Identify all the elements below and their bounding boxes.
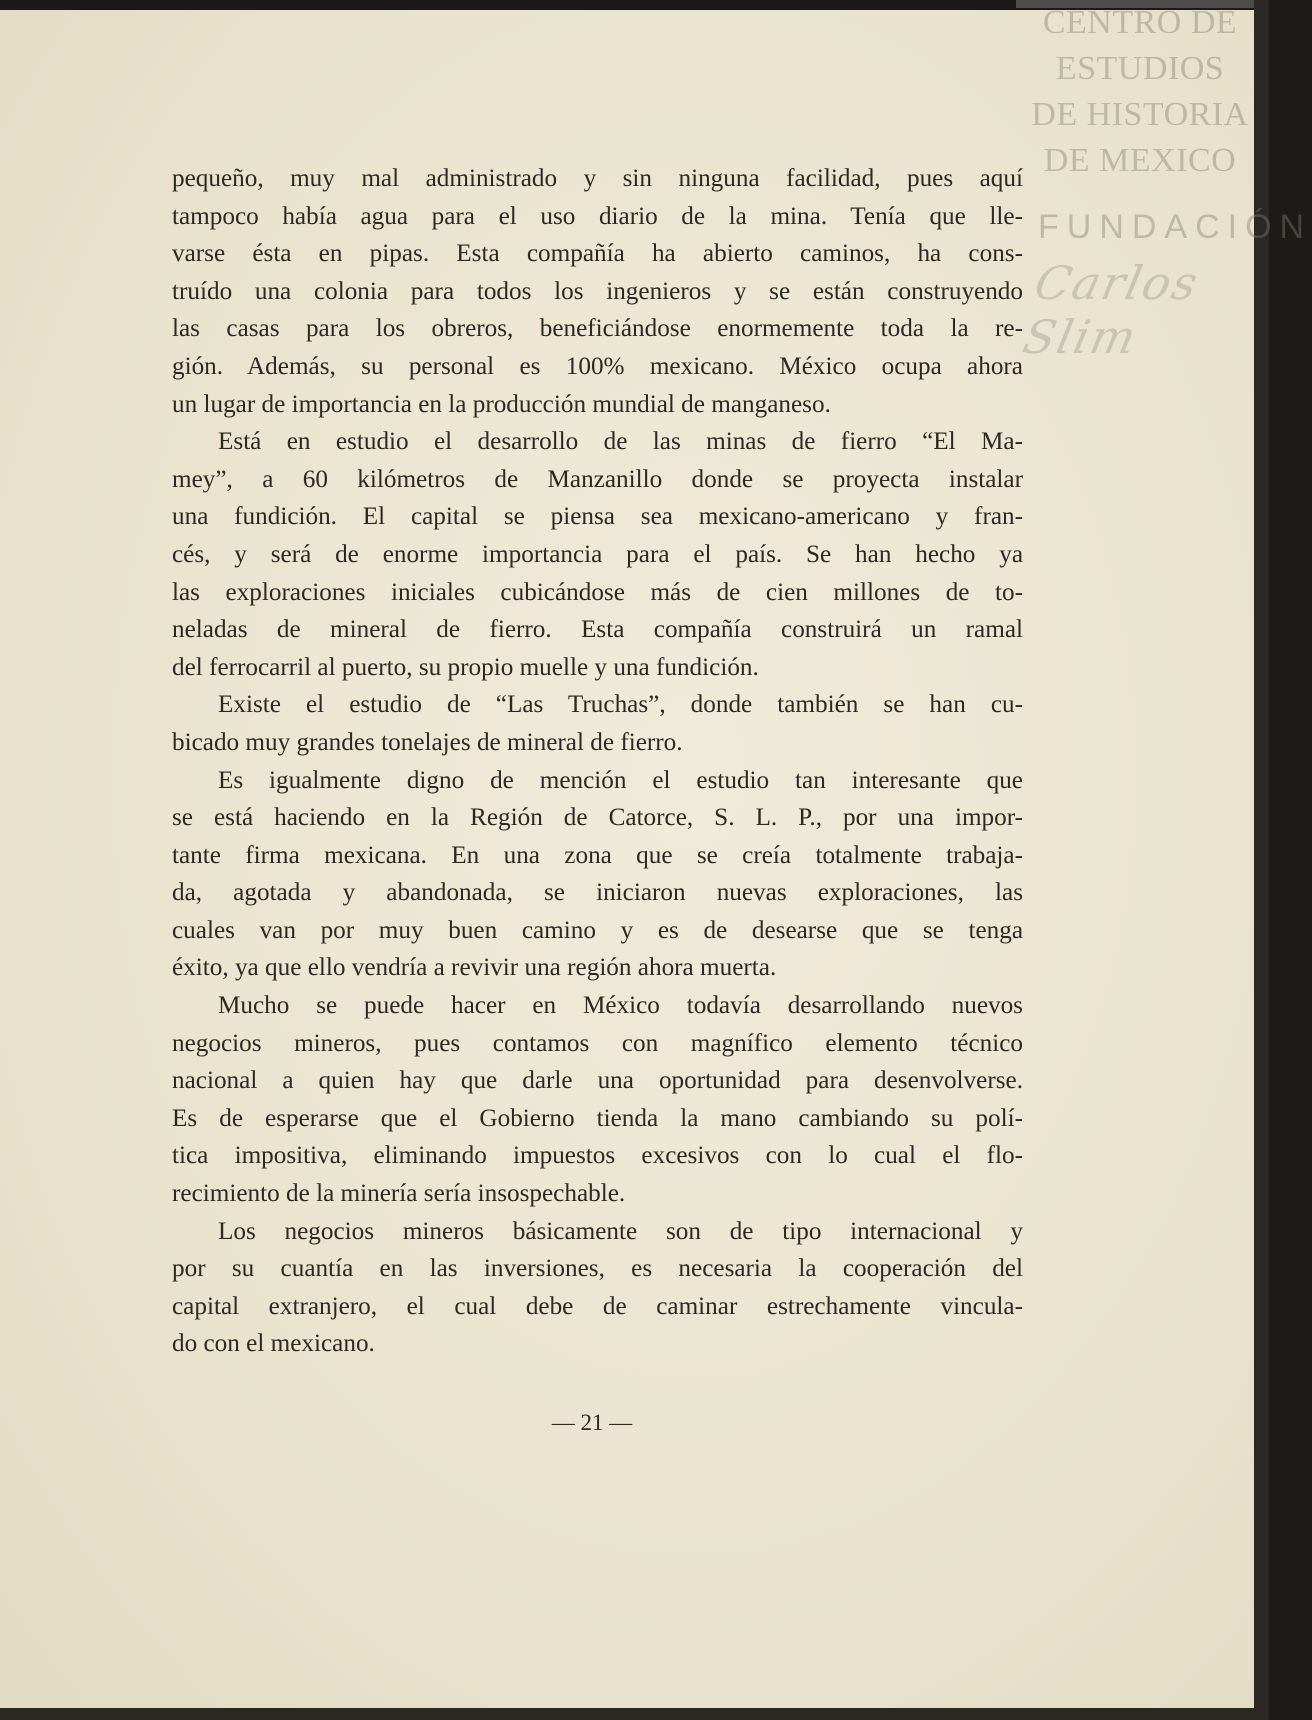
- text-line: varse ésta en pipas. Esta compañía ha abierto caminos, ha cons-: [172, 240, 1023, 268]
- scan-border-bottom: [0, 1708, 1269, 1720]
- text-line: cés, y será de enorme importancia para el país. Se han hecho ya: [172, 540, 1023, 568]
- text-line: Es de esperarse que el Gobierno tienda la mano cambiando su polí-: [172, 1104, 1023, 1132]
- body-text: [172, 160, 1023, 1363]
- text-line: mey”, a 60 kilómetros de Manzanillo donde se proyecta instalar: [172, 465, 1023, 493]
- text-line: neladas de mineral de fierro. Esta compañía construirá un ramal: [172, 616, 1023, 644]
- text-line: del ferrocarril al puerto, su propio muelle y una fundición.: [172, 653, 759, 681]
- text-line: Está en estudio el desarrollo de las minas de fierro “El Ma-: [218, 428, 1023, 456]
- paragraph: [172, 762, 1023, 988]
- text-line: gión. Además, su personal es 100% mexicano. México ocupa ahora: [172, 352, 1023, 380]
- text-line: truído una colonia para todos los ingenieros y se están construyendo: [172, 277, 1023, 305]
- paragraph: [172, 160, 1023, 423]
- watermark-line: DE HISTORIA: [1031, 96, 1249, 133]
- text-line: se está haciendo en la Región de Catorce, S. L. P., por una impor-: [172, 804, 1023, 832]
- text-line: Los negocios mineros básicamente son de tipo internacional y: [218, 1217, 1023, 1245]
- text-line: las casas para los obreros, beneficiándose enormemente toda la re-: [172, 315, 1023, 343]
- text-line: pequeño, muy mal administrado y sin ninguna facilidad, pues aquí: [172, 165, 1023, 192]
- watermark-line: CENTRO DE: [1042, 4, 1238, 41]
- text-line: negocios mineros, pues contamos con magnífico elemento técnico: [172, 1029, 1023, 1057]
- watermark-line: ESTUDIOS: [1055, 50, 1225, 87]
- text-line: nacional a quien hay que darle una oportunidad para desenvolverse.: [172, 1067, 1023, 1095]
- text-line: tante firma mexicana. En una zona que se creía totalmente trabaja-: [172, 841, 1023, 869]
- paragraph: [172, 686, 1023, 761]
- text-line: recimiento de la minería sería insospechable.: [172, 1180, 626, 1208]
- watermark-signature: Carlos Slim: [1018, 256, 1205, 364]
- text-line: por su cuantía en las inversiones, es necesaria la cooperación del: [172, 1255, 1023, 1283]
- text-line: Mucho se puede hacer en México todavía desarrollando nuevos: [218, 992, 1023, 1020]
- watermark-foundation: FUNDACIÓN: [1038, 208, 1312, 246]
- paragraph: [172, 423, 1023, 686]
- watermark-line: DE MEXICO: [1043, 142, 1237, 179]
- text-line: cuales van por muy buen camino y es de desearse que se tenga: [172, 916, 1023, 944]
- text-line: Es igualmente digno de mención el estudio tan interesante que: [218, 766, 1023, 794]
- text-line: éxito, ya que ello vendría a revivir una región ahora muerta.: [172, 954, 777, 982]
- text-line: bicado muy grandes tonelajes de mineral de fierro.: [172, 728, 683, 756]
- text-line: una fundición. El capital se piensa sea mexicano-americano y fran-: [172, 503, 1023, 531]
- text-line: da, agotada y abandonada, se iniciaron nuevas exploraciones, las: [172, 879, 1023, 907]
- text-line: do con el mexicano.: [172, 1330, 375, 1358]
- page-number: — 21 —: [551, 1410, 633, 1435]
- text-line: tampoco había agua para el uso diario de la mina. Tenía que lle-: [172, 202, 1023, 230]
- text-line: un lugar de importancia en la producción mundial de manganeso.: [172, 390, 831, 418]
- paragraph: [172, 987, 1023, 1213]
- text-line: Existe el estudio de “Las Truchas”, donde también se han cu-: [218, 691, 1023, 719]
- text-line: las exploraciones iniciales cubicándose más de cien millones de to-: [172, 578, 1023, 606]
- text-line: capital extranjero, el cual debe de caminar estrechamente vincula-: [172, 1292, 1023, 1320]
- paragraph: [172, 1213, 1023, 1363]
- text-line: tica impositiva, eliminando impuestos excesivos con lo cual el flo-: [172, 1142, 1023, 1170]
- watermark-institution: [1010, 0, 1270, 184]
